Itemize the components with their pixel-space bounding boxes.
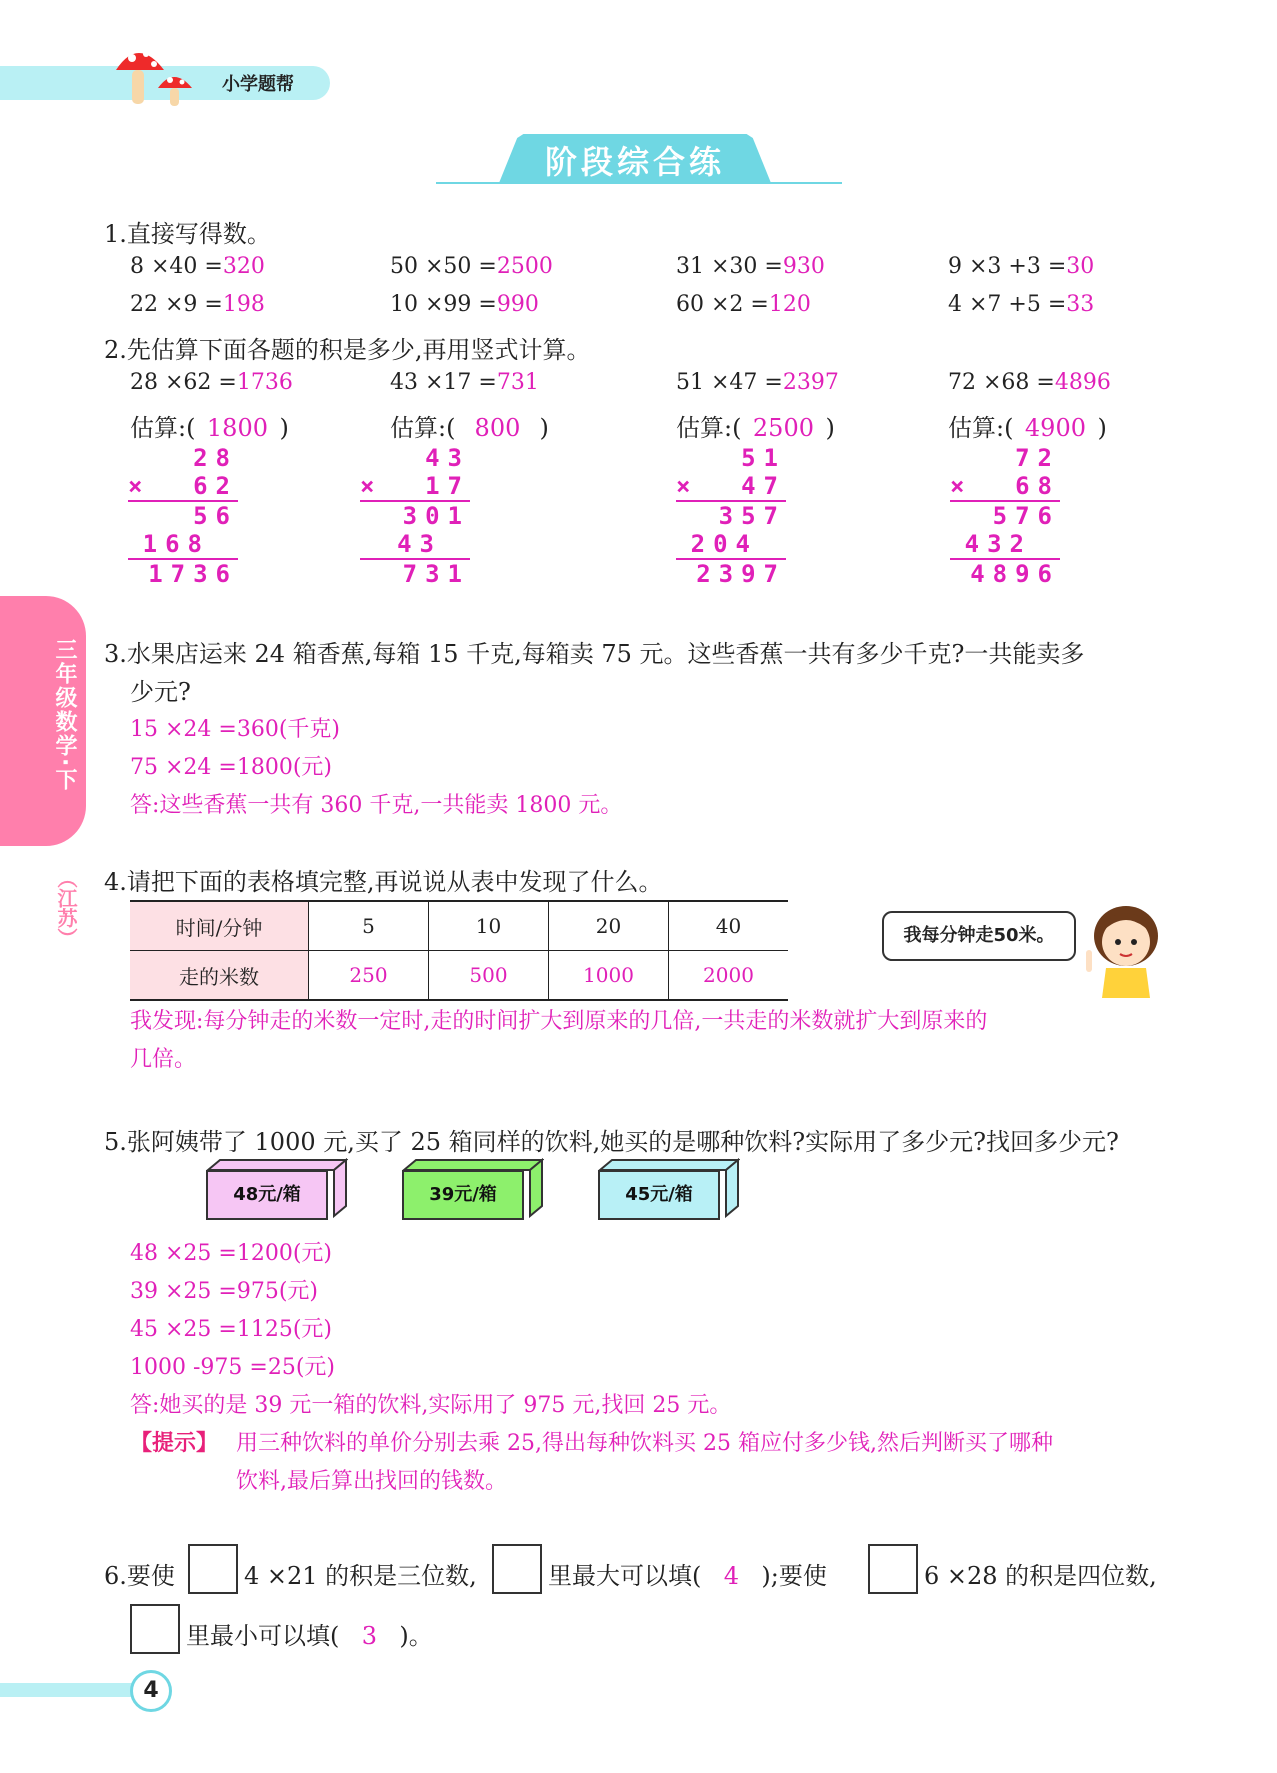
q6-text: 里最小可以填( 3 )。: [186, 1622, 433, 1650]
blank-box: [868, 1544, 918, 1594]
blank-box: [492, 1544, 542, 1594]
q3-prompt: 3.水果店运来 24 箱香蕉,每箱 15 千克,每箱卖 75 元。这些香蕉一共有多少千克?一共能卖多: [104, 640, 1085, 668]
q2-estimate: 估算:( 2500 ): [676, 414, 835, 442]
hint-text-cont: 饮料,最后算出找回的钱数。: [236, 1469, 507, 1494]
q5-answer-line: 39 ×25 =975(元): [130, 1279, 318, 1304]
q6-text: 4 ×21 的积是三位数,: [244, 1562, 477, 1590]
q1-item: 31 ×30 =930: [676, 254, 825, 279]
q5-answer-line: 1000 -975 =25(元): [130, 1355, 335, 1380]
page-number: 4: [130, 1670, 172, 1712]
q4-prompt: 4.请把下面的表格填完整,再说说从表中发现了什么。: [104, 868, 663, 896]
blank-box: [188, 1544, 238, 1594]
brand-name: 小学题帮: [222, 74, 294, 95]
box-price-label: 48元/箱: [206, 1170, 328, 1220]
vertical-calculation: 43 × 17 301 43 731: [360, 444, 470, 588]
q6-text: 6 ×28 的积是四位数,: [924, 1562, 1157, 1590]
q5-answer-line: 45 ×25 =1125(元): [130, 1317, 332, 1342]
drink-box-39: [402, 1158, 542, 1218]
q1-item: 8 ×40 =320: [130, 254, 265, 279]
q1-item: 9 ×3 +3 =30: [948, 254, 1095, 279]
q3-answer-line: 15 ×24 =360(千克): [130, 717, 340, 742]
hint-text: 用三种饮料的单价分别去乘 25,得出每种饮料买 25 箱应付多少钱,然后判断买了哪种: [236, 1431, 1053, 1456]
blank-box: [130, 1604, 180, 1654]
q2-expr: 72 ×68 =4896: [948, 370, 1111, 395]
box-price-label: 45元/箱: [598, 1170, 720, 1220]
q1-item: 10 ×99 =990: [390, 292, 539, 317]
q5-prompt: 5.张阿姨带了 1000 元,买了 25 箱同样的饮料,她买的是哪种饮料?实际用了多少元?找回多少元?: [104, 1128, 1119, 1156]
q4-finding: 我发现:每分钟走的米数一定时,走的时间扩大到原来的几倍,一共走的米数就扩大到原来的: [130, 1009, 988, 1034]
q2-expr: 51 ×47 =2397: [676, 370, 839, 395]
footer-band: [0, 1683, 140, 1697]
box-price-label: 39元/箱: [402, 1170, 524, 1220]
page-title: 阶段综合练: [544, 143, 725, 181]
q4-finding-cont: 几倍。: [130, 1047, 197, 1072]
q3-answer-line: 答:这些香蕉一共有 360 千克,一共能卖 1800 元。: [130, 793, 623, 818]
q2-estimate: 估算:( 1800 ): [130, 414, 289, 442]
side-region-label: （江苏）: [54, 868, 78, 948]
q1-prompt: 1.直接写得数。: [104, 220, 271, 248]
q4-table: 时间/分钟 5 10 20 40 走的米数 250 500 1000 2000: [130, 900, 788, 1001]
girl-character-icon: [1080, 898, 1170, 998]
hint-label: 【提示】: [130, 1430, 219, 1456]
side-grade-label: 三年级数学·下: [52, 638, 77, 793]
q3-answer-line: 75 ×24 =1800(元): [130, 755, 332, 780]
q5-answer-line: 48 ×25 =1200(元): [130, 1241, 332, 1266]
mushroom-logo-icon: [112, 40, 196, 110]
vertical-calculation: 28 × 62 56 168 1736: [128, 444, 238, 588]
vertical-calculation: 51 × 47 357 204 2397: [676, 444, 786, 588]
q6-text: 里最大可以填( 4 );要使: [548, 1562, 827, 1590]
q2-expr: 28 ×62 =1736: [130, 370, 293, 395]
q3-prompt-cont: 少元?: [130, 678, 191, 706]
q1-item: 50 ×50 =2500: [390, 254, 553, 279]
speech-bubble: 我每分钟走50米。: [882, 911, 1076, 961]
q2-estimate: 估算:( 800 ): [390, 414, 549, 442]
table-row-label: 走的米数: [130, 951, 309, 1001]
q2-prompt: 2.先估算下面各题的积是多少,再用竖式计算。: [104, 336, 591, 364]
q1-item: 4 ×7 +5 =33: [948, 292, 1095, 317]
drink-box-48: [206, 1158, 346, 1218]
q5-answer-line: 答:她买的是 39 元一箱的饮料,实际用了 975 元,找回 25 元。: [130, 1393, 732, 1418]
vertical-calculation: 72 × 68 576 432 4896: [950, 444, 1060, 588]
table-row-label: 时间/分钟: [130, 901, 309, 951]
q2-expr: 43 ×17 =731: [390, 370, 539, 395]
q1-item: 22 ×9 =198: [130, 292, 265, 317]
drink-box-45: [598, 1158, 738, 1218]
q2-estimate: 估算:( 4900 ): [948, 414, 1107, 442]
q1-item: 60 ×2 =120: [676, 292, 811, 317]
q6-text: 6.要使: [104, 1562, 175, 1590]
